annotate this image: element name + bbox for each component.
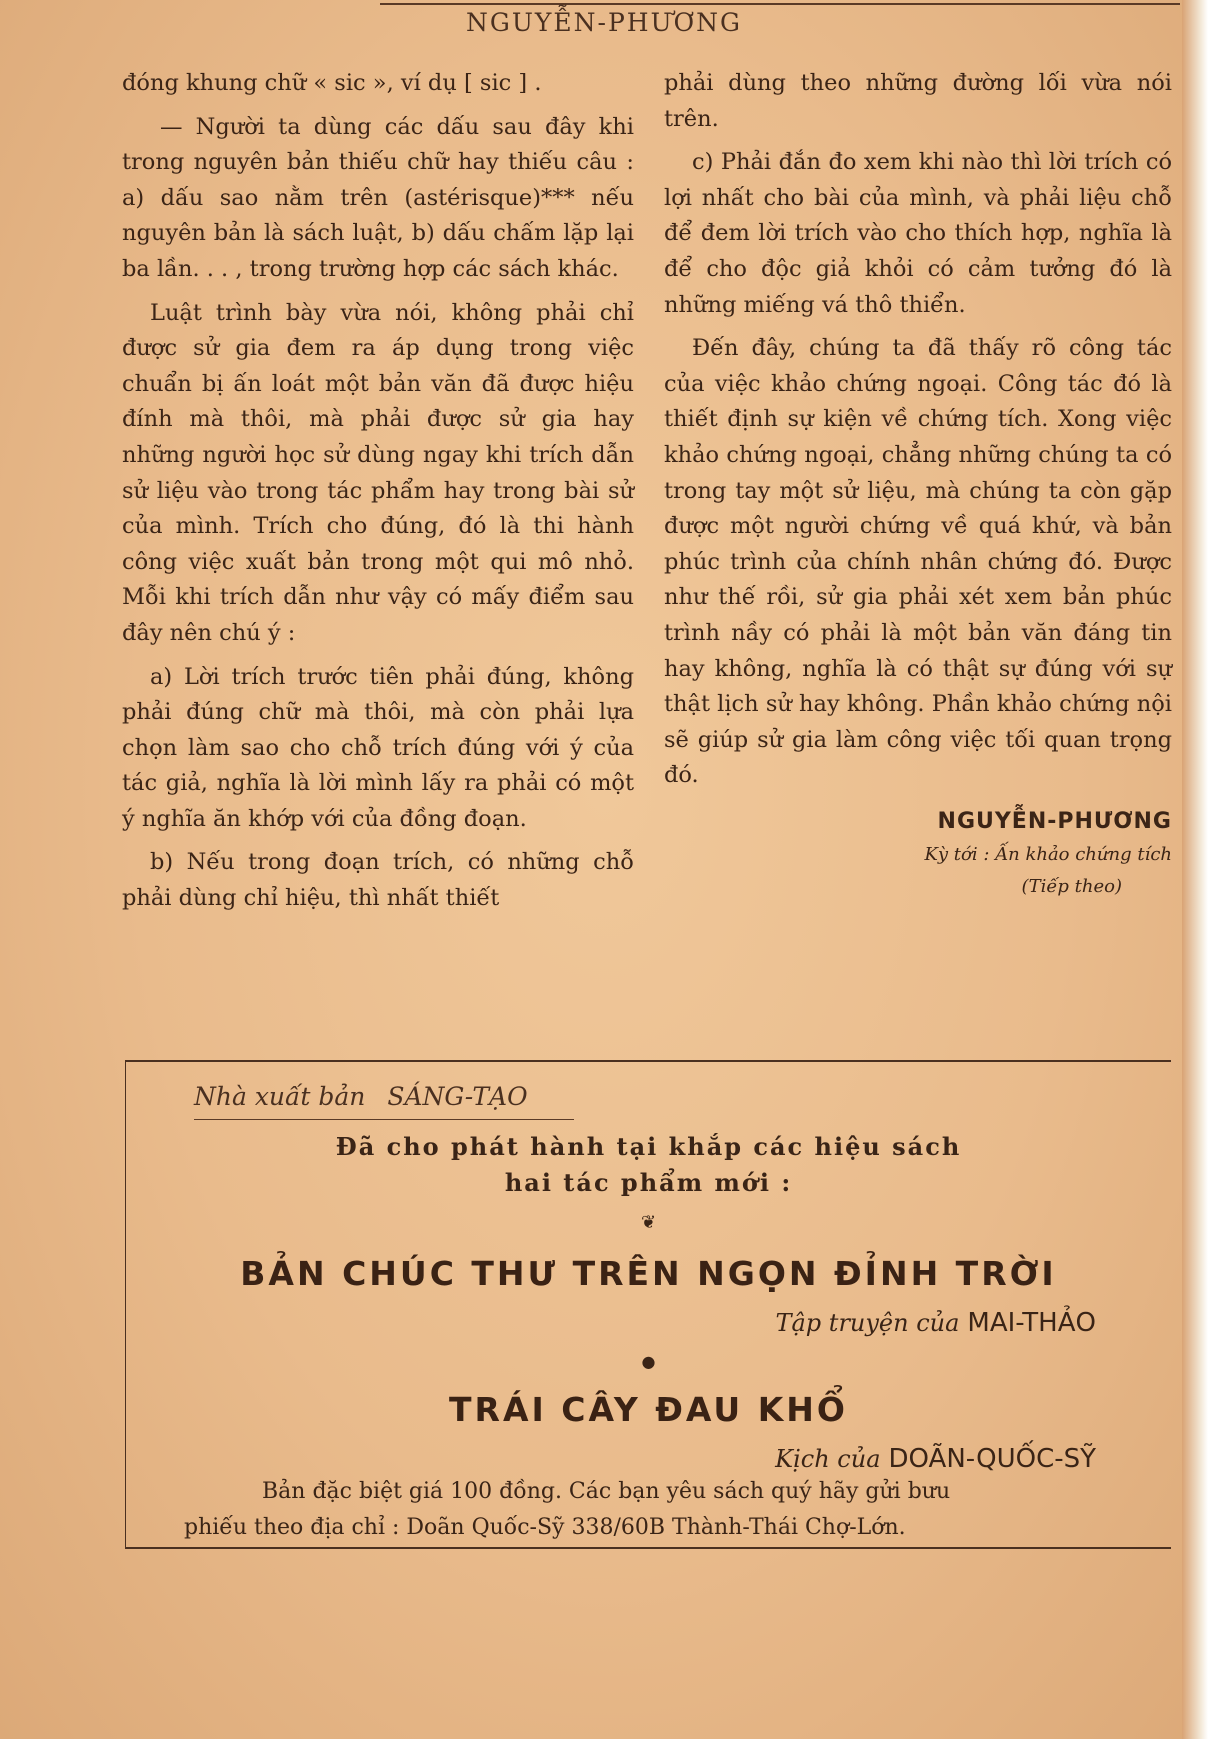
top-rule: [380, 3, 1180, 5]
book1-genre: Tập truyện của: [775, 1309, 960, 1337]
paragraph: — Người ta dùng các dấu sau đây khi trong nguyên bản thiếu chữ hay thiếu câu : a) dấu sao nằm trên (astérisque)*** nếu nguyên bản là sách luật, b) dấu chấm lặp lại ba lần. . . , trong trường hợp các sách khác.: [122, 113, 634, 282]
paragraph: Đến đây, chúng ta đã thấy rõ công tác của việc khảo chứng ngoại. Công tác đó là thiết định sự kiện về chứng tích. Xong việc khảo chứng ngoại, chẳng những chúng ta có trong tay một sử liệu, mà chúng ta còn gặp được một người chứng về quá khứ, và bản phúc trình của chính nhân chứng đó. Được như thế rồi, sử gia phải xét xem bản phúc trình nầy có phải là một bản văn đáng tin hay không, nghĩa là có thật sự đúng với sự thật lịch sử hay không. Phần khảo chứng nội sẽ giúp sử gia làm công việc tối quan trọng đó.: [664, 335, 1172, 789]
ad-footer: [184, 1474, 1144, 1546]
ornament-icon: ❦: [640, 1212, 657, 1233]
book1-author: MAI-THẢO: [967, 1308, 1096, 1338]
paragraph: b) Nếu trong đoạn trích, có những chỗ phải dùng chỉ hiệu, thì nhất thiết: [122, 849, 634, 912]
book2-author: DOÃN-QUỐC-SỸ: [888, 1444, 1096, 1474]
right-column: [664, 66, 1172, 903]
paragraph: a) Lời trích trước tiên phải đúng, không phải đúng chữ mà thôi, mà còn phải lựa chọn làm sao cho chỗ trích đúng với ý của tác giả, nghĩa là lời mình lấy ra phải có một ý nghĩa ăn khớp với của đồng đoạn.: [122, 663, 634, 832]
book1-title: BẢN CHÚC THƯ TRÊN NGỌN ĐỈNH TRỜI: [240, 1254, 1057, 1293]
left-column: [122, 66, 634, 917]
paragraph: Luật trình bày vừa nói, không phải chỉ được sử gia đem ra áp dụng trong việc chuẩn bị ấn loát một bản văn đã được hiệu đính mà thôi, mà phải được sử gia hay những người học sử dùng ngay khi trích dẫn sử liệu vào trong tác phẩm hay trong bài sử của mình. Trích cho đúng, đó là thi hành công việc xuất bản trong một qui mô nhỏ. Mỗi khi trích dẫn như vậy có mấy điểm sau đây nên chú ý :: [122, 299, 634, 646]
ad-footer-line-2: phiếu theo địa chỉ : Doãn Quốc-Sỹ 338/60B Thành-Thái Chợ-Lớn.: [184, 1515, 906, 1540]
publisher-line: [194, 1082, 528, 1111]
advertisement-box: [125, 1060, 1171, 1549]
running-head: NGUYỄN-PHƯƠNG: [465, 8, 743, 37]
paragraph: c) Phải đắn đo xem khi nào thì lời trích có lợi nhất cho bài của mình, và phải liệu chỗ để đem lời trích vào cho thích hợp, nghĩa là để cho độc giả khỏi có cảm tưởng đó là những miếng vá thô thiển.: [664, 149, 1172, 318]
publisher-underline: [194, 1119, 574, 1120]
bullet-icon: ●: [641, 1352, 656, 1371]
ad-footer-line-1: Bản đặc biệt giá 100 đồng. Các bạn yêu sách quý hãy gửi bưu: [262, 1479, 951, 1504]
next-issue-note: Kỳ tới : Ấn khảo chứng tích: [924, 844, 1172, 866]
book1-byline: [775, 1308, 1096, 1338]
book2-byline: [775, 1444, 1096, 1474]
paragraph: phải dùng theo những đường lối vừa nói trên.: [664, 70, 1172, 132]
publisher-name: SÁNG-TẠO: [387, 1082, 528, 1111]
page-edge: [1182, 0, 1208, 1739]
book2-genre: Kịch của: [775, 1445, 881, 1473]
continued-note: (Tiếp theo): [1021, 876, 1122, 898]
ad-announcement: Đã cho phát hành tại khắp các hiệu sách: [335, 1132, 962, 1161]
ad-announcement-2: hai tác phẩm mới :: [504, 1168, 793, 1197]
author-signature: NGUYỄN-PHƯƠNG: [937, 808, 1172, 834]
book2-title: TRÁI CÂY ĐAU KHỔ: [449, 1390, 848, 1429]
paragraph: đóng khung chữ « sic », ví dụ [ sic ] .: [122, 70, 542, 96]
publisher-label: Nhà xuất bản: [194, 1082, 366, 1111]
